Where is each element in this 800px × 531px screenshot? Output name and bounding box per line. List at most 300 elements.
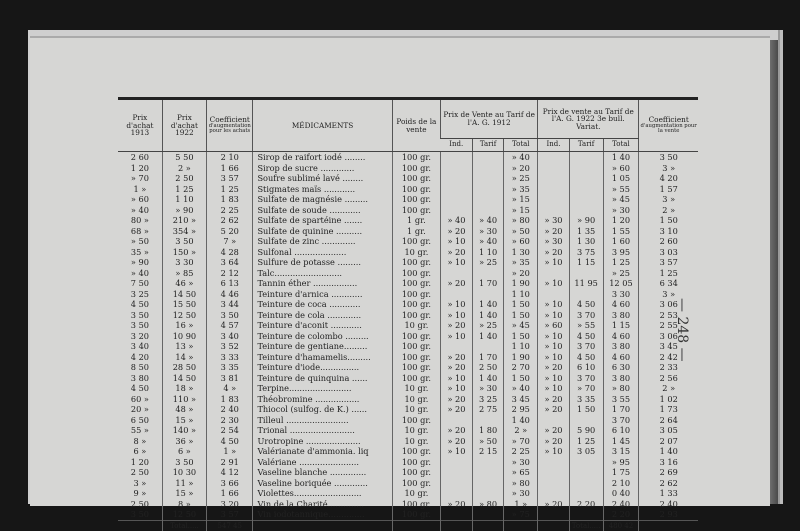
cell-achat-1913: » 60 [130,194,149,204]
cell-ind-1922 [538,467,570,478]
cell-ind-1922: » 30 [538,215,570,226]
cell-total-1922: 1 40 [603,152,639,163]
cell-total-1922: 1 70 [603,404,639,415]
cell-tarif-1912: 1 40 [472,310,504,321]
cell-medicament: Thiocol (sulfog. de K.) ...... [253,404,392,415]
table-row [118,331,698,342]
cell-medicament: Tannin éther ................. [253,278,392,289]
cell-medicament: Valérianate d'ammonia. liq [253,446,392,457]
cell-ind-1922 [538,289,570,300]
cell-total-1922: 1 60 [603,236,639,247]
cell-coeff-achat: 2 12 [207,268,253,279]
cell-coeff-vente: 2 53 [639,310,698,321]
cell-coeff-vente: 1 73 [639,404,698,415]
cell-total-1922: 3 80 [603,310,639,321]
cell-total-1912: 1 90 [504,352,538,363]
cell-poids: 1 gr. [392,226,441,237]
cell-tarif-1912 [472,341,504,352]
cell-coeff-vente: 2 56 [639,373,698,384]
cell-tarif-1912: » 25 [472,320,504,331]
cell-ind-1922 [538,184,570,195]
cell-achat-1922: 11 » [162,478,206,489]
cell-ind-1922 [538,194,570,205]
cell-achat-1922: 12 50 [162,509,206,520]
cell-coeff-achat: 1 83 [207,194,253,205]
cell-ind-1922: » 20 [538,425,570,436]
cell-medicament: Sirop de sucre ............. [253,163,392,174]
cell-poids: 10 gr. [392,425,441,436]
cell-total-1912: 1 » [504,499,538,510]
cell-achat-1913: 60 » [130,393,149,404]
cell-tarif-1912 [472,163,504,174]
cell-ind-1912: » 10 [441,299,473,310]
cell-coeff-vente: 3 50 [639,152,698,163]
cell-achat-1913: 1 20 [130,162,149,173]
cell-total-1922: 1 15 [603,320,639,331]
cell-total-1912: » 65 [504,467,538,478]
cell-total-1912: 1 50 [504,299,538,310]
cell-poids: 100 gr. [392,362,441,373]
cell-medicament: Teinture de gentiane......... [253,341,392,352]
cell-coeff-achat: 2 30 [207,415,253,426]
cell-ind-1912 [441,457,473,468]
cell-coeff-achat: 3 50 [207,310,253,321]
cell-total-1922: 2 40 [603,499,639,510]
cell-coeff-achat: 3 20 [207,499,253,510]
cell-medicament: Valériane ....................... [253,457,392,468]
cell-achat-1913: » 40 [130,267,149,278]
table-row [118,152,698,163]
cell-total-1922: 3 55 [603,394,639,405]
cell-medicament: Sulfonal .................... [253,247,392,258]
cell-ind-1912: » 10 [441,331,473,342]
cell-achat-1913: 2 50 [130,498,149,509]
header-coeff-vente: Coefficient d'augmentation pour la vente [639,99,698,152]
cell-tarif-1912 [472,415,504,426]
cell-total-1922: 3 80 [603,373,639,384]
cell-medicament: Teinture de quinquina ...... [253,373,392,384]
cell-achat-1913: 35 » [130,246,149,257]
table-row [118,310,698,321]
cell-total-1922: 3 30 [603,289,639,300]
cell-total-1922: 4 60 [603,299,639,310]
cell-coeff-vente: 3 10 [639,226,698,237]
cell-medicament: Violettes.......................... [253,488,392,499]
cell-total-1922: » 80 [603,383,639,394]
cell-achat-1922: 110 » [162,394,206,405]
cell-achat-1922: » 90 [162,205,206,216]
cell-ind-1922: » 20 [538,499,570,510]
cell-ind-1922: » 10 [538,278,570,289]
cell-medicament: Teinture de coca ............ [253,299,392,310]
cell-ind-1912 [441,289,473,300]
cell-medicament: Soufre sublimé lavé ........ [253,173,392,184]
cell-achat-1922: 15 » [162,488,206,499]
cell-poids: 100 gr. [392,268,441,279]
cell-achat-1913: 1 » [133,183,147,194]
cell-tarif-1922: 4 50 [569,352,603,363]
cell-total-1912: » 75 [504,509,538,520]
cell-total-1912: » 20 [504,268,538,279]
cell-medicament: Théobromine ................. [253,394,392,405]
cell-ind-1922: » 10 [538,446,570,457]
cell-ind-1922: » 20 [538,404,570,415]
cell-coeff-achat: 5 20 [207,226,253,237]
cell-tarif-1922: 3 75 [569,247,603,258]
cell-achat-1913: » 90 [130,257,149,267]
cell-coeff-vente: 2 » [639,383,698,394]
cell-achat-1913: 4 50 [130,383,149,393]
cell-ind-1922: » 10 [538,310,570,321]
header-vente-1922: Prix de vente au Tarif de l'A. G. 1922 3e bull. Variat. [538,99,639,139]
cell-tarif-1912 [472,289,504,300]
cell-medicament: Teinture d'arnica ............ [253,289,392,300]
cell-coeff-vente: 2 60 [639,236,698,247]
table-row [118,467,698,478]
cell-total-1912: » 20 [504,163,538,174]
header-coeff-achat: Coefficient d'augmentation pour les achats [207,99,253,152]
cell-poids: 100 gr. [392,289,441,300]
cell-poids: 100 gr. [392,257,441,268]
table-row [118,173,698,184]
cell-total-1912: 1 10 [504,341,538,352]
cell-coeff-achat: 2 91 [207,457,253,468]
cell-achat-1922: 18 » [162,383,206,394]
cell-poids: 100 gr. [392,299,441,310]
cell-tarif-1922: 3 70 [569,373,603,384]
table-row [118,425,698,436]
cell-coeff-vente: 2 42 [639,352,698,363]
cell-medicament: Teinture d'iode............... [253,362,392,373]
cell-total-1922: 1 25 [603,257,639,268]
table-row [118,205,698,216]
cell-coeff-achat: 3 57 [207,173,253,184]
table-row [118,226,698,237]
cell-coeff-vente: 3 05 [639,425,698,436]
cell-tarif-1912 [472,467,504,478]
header-tarif-1912: Tarif [472,139,504,152]
cell-achat-1913: » 50 [130,236,149,246]
cell-ind-1912: » 20 [441,394,473,405]
table-row [118,194,698,205]
cell-ind-1922: » 20 [538,226,570,237]
cell-ind-1922: » 10 [538,373,570,384]
cell-poids: 100 gr. [392,509,441,520]
cell-total-1922: 2 20 [603,509,639,520]
cell-total-1922: 4 60 [603,352,639,363]
cell-achat-1913: 3 » [133,477,147,488]
cell-achat-1922: 210 » [162,215,206,226]
cell-ind-1912 [441,268,473,279]
cell-total-1922: 1 20 [603,215,639,226]
header-medicaments: MÉDICAMENTS [253,99,392,152]
cell-poids: 10 gr. [392,404,441,415]
cell-achat-1913: 55 » [130,425,149,435]
cell-coeff-vente: 2 40 [639,499,698,510]
cell-poids: 10 gr. [392,436,441,447]
cell-ind-1912: » 10 [441,236,473,247]
cell-coeff-achat: 4 50 [207,436,253,447]
cell-tarif-1922 [569,268,603,279]
table-row [118,184,698,195]
cell-ind-1912 [441,152,473,163]
table-row [118,320,698,331]
price-table [118,97,698,531]
cell-ind-1922 [538,268,570,279]
cell-achat-1922: 46 » [162,278,206,289]
cell-coeff-achat: 1 66 [207,163,253,174]
cell-ind-1912 [441,509,473,520]
cell-achat-1922: 15 » [162,415,206,426]
cell-tarif-1922: 3 70 [569,341,603,352]
cell-coeff-vente: 3 » [639,163,698,174]
cell-ind-1912: » 10 [441,257,473,268]
cell-ind-1912: » 20 [441,320,473,331]
cell-total-1912: 2 » [504,425,538,436]
table-body [118,152,698,521]
cell-medicament: Sirop de raifort iodé ........ [253,152,392,163]
cell-ind-1922 [538,457,570,468]
cell-coeff-achat: 1 » [207,446,253,457]
cell-ind-1912 [441,488,473,499]
table-row [118,394,698,405]
cell-ind-1912 [441,184,473,195]
cell-tarif-1922 [569,163,603,174]
cell-total-1922: 2 10 [603,478,639,489]
cell-coeff-vente: 4 20 [639,173,698,184]
cell-total-1922: 3 80 [603,341,639,352]
cell-ind-1922: » 10 [538,383,570,394]
cell-medicament: Sulfate de spartéine ....... [253,215,392,226]
cell-ind-1922: » 10 [538,299,570,310]
cell-tarif-1922 [569,205,603,216]
cell-tarif-1912: 1 10 [472,247,504,258]
cell-poids: 100 gr. [392,278,441,289]
header-tarif-1922: Tarif [569,139,603,152]
cell-medicament: Terpine........................ [253,383,392,394]
cell-ind-1922 [538,163,570,174]
cell-ind-1922 [538,173,570,184]
header-ind-1912: Ind. [441,139,473,152]
cell-tarif-1912 [472,268,504,279]
cell-tarif-1912: 1 40 [472,331,504,342]
cell-poids: 100 gr. [392,499,441,510]
cell-total-1912: » 70 [504,436,538,447]
cell-coeff-vente: 3 » [639,289,698,300]
cell-poids: 100 gr. [392,457,441,468]
cell-ind-1912 [441,194,473,205]
header-total-1922: Total [603,139,639,152]
cell-ind-1922 [538,152,570,163]
cell-achat-1913: 1 20 [130,456,149,467]
cell-ind-1922: » 10 [538,331,570,342]
cell-total-1922: 0 40 [603,488,639,499]
cell-total-1922: 1 05 [603,173,639,184]
cell-tarif-1912: » 50 [472,436,504,447]
page-number: — 248 — [674,298,690,362]
cell-medicament: Teinture de cola ............. [253,310,392,321]
cell-coeff-achat: 3 52 [207,341,253,352]
cell-total-1912: 1 90 [504,278,538,289]
table-row [118,352,698,363]
cell-coeff-achat: 4 57 [207,320,253,331]
cell-total-1912: » 35 [504,257,538,268]
cell-total-1912: 1 50 [504,331,538,342]
cell-total-1912: 1 50 [504,310,538,321]
table-row [118,436,698,447]
cell-achat-1922: 28 50 [162,362,206,373]
cell-medicament: Teinture d'aconit ............ [253,320,392,331]
cell-achat-1922: 3 50 [162,236,206,247]
table-row [118,509,698,520]
cell-tarif-1922 [569,509,603,520]
cell-tarif-1922: 3 70 [569,310,603,321]
cell-coeff-achat: 4 46 [207,289,253,300]
cell-ind-1922: » 10 [538,352,570,363]
cell-tarif-1912: 1 40 [472,299,504,310]
cell-ind-1912 [441,163,473,174]
cell-coeff-achat: 3 40 [207,331,253,342]
cell-coeff-achat: 3 44 [207,299,253,310]
cell-achat-1913: 6 50 [130,414,149,425]
cell-achat-1922: 5 50 [162,152,206,163]
cell-ind-1912: » 10 [441,383,473,394]
cell-total-1912: » 80 [504,215,538,226]
table-row [118,268,698,279]
cell-tarif-1922: » 90 [569,215,603,226]
cell-medicament: Trional ......................... [253,425,392,436]
cell-tarif-1922: 6 10 [569,362,603,373]
cell-total-1922: 6 30 [603,362,639,373]
cell-coeff-achat: 2 25 [207,205,253,216]
cell-coeff-vente: 1 57 [639,184,698,195]
cell-achat-1922: 3 50 [162,457,206,468]
cell-medicament: Vaseline blanche .............. [253,467,392,478]
cell-achat-1913: 68 » [130,225,149,236]
cell-tarif-1912: » 25 [472,257,504,268]
cell-coeff-vente: 3 06 [639,299,698,310]
cell-tarif-1912: » 30 [472,226,504,237]
cell-poids: 100 gr. [392,373,441,384]
cell-poids: 10 gr. [392,247,441,258]
cell-achat-1922: 1 10 [162,194,206,205]
cell-total-1922: 3 15 [603,446,639,457]
cell-achat-1913: 7 50 [130,278,149,288]
cell-total-1912: » 50 [504,226,538,237]
cell-ind-1922 [538,205,570,216]
cell-ind-1912: » 10 [441,310,473,321]
cell-ind-1912: » 20 [441,352,473,363]
cell-ind-1912: » 20 [441,247,473,258]
cell-ind-1912: » 20 [441,362,473,373]
cell-tarif-1912: 1 70 [472,278,504,289]
cell-coeff-vente: 2 93 [639,509,698,520]
cell-total-1912: » 15 [504,205,538,216]
cell-total-1922: » 95 [603,457,639,468]
cell-coeff-achat: 6 13 [207,278,253,289]
cell-coeff-achat: 1 83 [207,394,253,405]
cell-total-1922: 1 55 [603,226,639,237]
cell-tarif-1922: 1 30 [569,236,603,247]
cell-total-1912: 2 70 [504,362,538,373]
cell-coeff-vente: 1 40 [639,446,698,457]
cell-coeff-achat: 3 35 [207,362,253,373]
cell-tarif-1922 [569,415,603,426]
cell-total-1912: 2 95 [504,404,538,415]
cell-achat-1922: 14 50 [162,373,206,384]
cell-coeff-achat: 2 54 [207,425,253,436]
cell-achat-1913: 3 50 [130,320,149,330]
cell-tarif-1912: 1 40 [472,373,504,384]
cell-ind-1922 [538,478,570,489]
cell-coeff-vente: 2 33 [639,362,698,373]
cell-medicament: Teinture de colombo ......... [253,331,392,342]
cell-coeff-achat: 3 64 [207,257,253,268]
cell-poids: 100 gr. [392,173,441,184]
cell-ind-1912: » 40 [441,215,473,226]
table-row [118,373,698,384]
cell-tarif-1912: 1 80 [472,425,504,436]
table-row [118,478,698,489]
cell-ind-1922: » 20 [538,362,570,373]
cell-total-1912: » 30 [504,488,538,499]
cell-achat-1913: 2 50 [130,467,149,477]
cell-coeff-vente: 3 03 [639,247,698,258]
cell-ind-1912: » 20 [441,404,473,415]
cell-achat-1922: 3 30 [162,257,206,268]
cell-ind-1922: » 10 [538,341,570,352]
cell-achat-1913: 6 » [133,446,147,456]
cell-achat-1913: 4 50 [130,299,149,309]
cell-achat-1913: 3 20 [130,330,149,341]
cell-poids: 100 gr. [392,310,441,321]
cell-ind-1922 [538,488,570,499]
cell-ind-1922: » 20 [538,394,570,405]
cell-total-1922: 3 70 [603,415,639,426]
cell-coeff-vente: 2 62 [639,478,698,489]
cell-poids: 100 gr. [392,331,441,342]
cell-ind-1912: » 20 [441,226,473,237]
table-row [118,457,698,468]
table-row [118,257,698,268]
cell-achat-1913: 20 » [130,404,149,414]
cell-coeff-achat: 3 66 [207,478,253,489]
cell-total-1912: 1 10 [504,289,538,300]
cell-ind-1922: » 20 [538,436,570,447]
cell-tarif-1912 [472,509,504,520]
cell-ind-1912: » 20 [441,278,473,289]
cell-poids: 10 gr. [392,394,441,405]
cell-achat-1922: 140 » [162,425,206,436]
cell-medicament: Sulfate de zinc ............. [253,236,392,247]
cell-coeff-vente: 1 25 [639,268,698,279]
cell-ind-1922 [538,509,570,520]
cell-ind-1922: » 10 [538,257,570,268]
cell-total-1912: » 45 [504,320,538,331]
cell-tarif-1922 [569,184,603,195]
cell-tarif-1912: 2 75 [472,404,504,415]
cell-medicament: Vin de la Charité.............. [253,499,392,510]
cell-total-1912: 1 30 [504,247,538,258]
cell-total-1912: » 15 [504,194,538,205]
cell-medicament: Stigmates maïs ............ [253,184,392,195]
cell-coeff-achat: 1 25 [207,184,253,195]
cell-tarif-1912 [472,478,504,489]
cell-ind-1922: » 30 [538,236,570,247]
cell-tarif-1922: » 70 [569,383,603,394]
cell-ind-1912: » 20 [441,499,473,510]
cell-medicament: Sulfate de magnésie ......... [253,194,392,205]
